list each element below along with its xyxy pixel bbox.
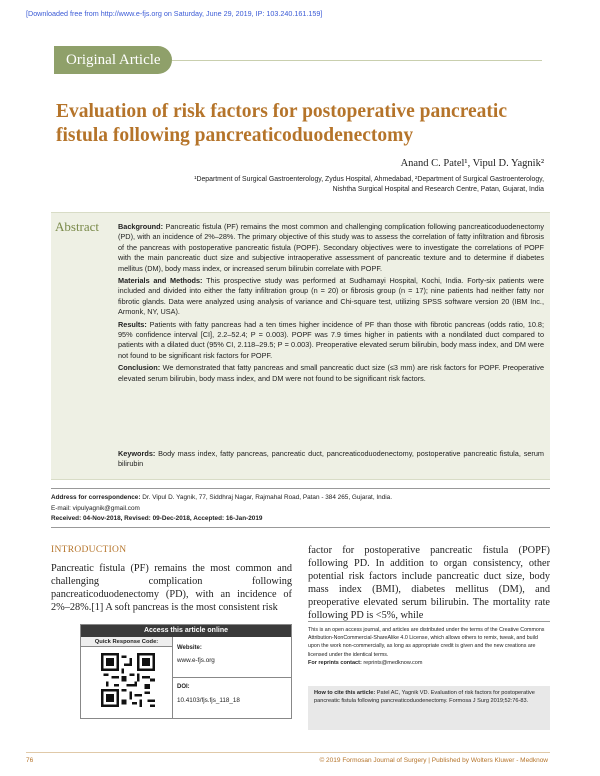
website-label: Website: [177,645,202,651]
abstract-methods: Materials and Methods: This prospective study was performed at Sudhamayi Hospital, Kochi, India. Forty-six patients were included and divided into either the fatty infiltration group (n = 20) or fibrosis group (n = 17); nine patients had neither fatty nor fibrotic glands. Data were analyzed using analysis of variance and Chi-square test, utilizing SPSS software version 20 (IBM Inc., Armonk, NY, USA). [118,276,544,317]
open-access-note: This is an open access journal, and articles are distributed under the terms of the Creative Commons Attribution-NonCommercial-ShareAlike 4.0 License, which allows others to remix, tweak, and build upon the work non-commercially, as long as appropriate credit is given and the new creations are licensed under the identical terms. [308,621,550,659]
qr-code-icon[interactable] [101,653,155,707]
qr-cell [81,647,173,718]
correspondence-bottom-rule [51,527,550,528]
correspondence-email: E-mail: vipulyagnik@gmail.com [51,504,140,512]
reprints-contact: For reprints contact: reprints@medknow.com [308,660,423,666]
correspondence-top-rule [51,488,550,489]
download-banner[interactable]: [Downloaded free from http://www.e-fjs.org on Saturday, June 29, 2019, IP: 103.240.161.159] [26,9,323,18]
access-heading: Access this article online [81,625,291,637]
header-divider [172,60,542,61]
abstract-conclusion: Conclusion: We demonstrated that fatty pancreas and small pancreatic duct size (≤3 mm) are risk factors for POPF. Preoperative elevated serum bilirubin, body mass index, and DM were not found to be significant risk factors. [118,363,544,383]
reprints-email[interactable]: reprints@medknow.com [363,660,423,666]
footer-copyright: © 2019 Formosan Journal of Surgery | Published by Wolters Kluwer - Medknow [319,757,548,764]
article-title: Evaluation of risk factors for postoperative pancreatic fistula following pancreaticoduodenectomy [56,101,507,146]
abstract-body [118,222,544,386]
doi-label: DOI: [177,684,190,690]
citation-box: How to cite this article: Patel AC, Yagnik VD. Evaluation of risk factors for postoperative pancreatic fistula following pancreaticoduodenectomy. Formosa J Surg 2019;52:76-83. [308,686,550,730]
article-dates: Received: 04-Nov-2018, Revised: 09-Dec-2018, Accepted: 16-Jan-2019 [51,515,263,522]
doi-link[interactable]: 10.4103/fjs.fjs_118_18 [177,697,240,704]
abstract-results: Results: Patients with fatty pancreas had a ten times higher incidence of PF than those with fibrotic pancreas (odds ratio, 10.8; 95% confidence interval [CI], 2.2–52.4; P = 0.003). POPF was 7.9 times higher in patients with a nondilated duct compared to patients with a dilated duct (95% CI, 2.118–29.5; P = 0.003). Preoperative elevated serum bilirubin, body mass index, and DM were not found to be significant risk factors for POPF. [118,319,544,360]
article-type-tag: Original Article [54,46,172,74]
introduction-left-column: Pancreatic fistula (PF) remains the most common and challenging complication following pancreaticoduodenectomy (PD), with an incidence of 2%–28%.[1] A soft pancreas is the most consistent risk [51,563,292,613]
qr-label: Quick Response Code: [81,637,173,647]
affiliation-line-2: Nishtha Surgical Hospital and Research Centre, Patan, Gujarat, India [332,185,544,193]
introduction-right-column: factor for postoperative pancreatic fistula (POPF) following PD. In addition to organ consistency, other potential risk factors include pancreatic duct size, body mass index (BMI), diabetes mellitus (DM), and preoperative elevated serum bilirubin. The mortality rate following PD is <5%, while [308,545,550,621]
access-box [80,624,292,719]
website-link[interactable]: www.e-fjs.org [177,657,215,664]
access-divider [173,677,291,678]
abstract-background: Background: Pancreatic fistula (PF) remains the most common and challenging complication following pancreaticoduodenectomy (PD), with an incidence of 2%–28%. The primary objective of this study was to assess the correlation of fatty infiltration and fibrosis of the pancreas with postoperative pancreatic fistula (POPF). Secondary objectives were to investigate the correlations of POPF with the main pancreatic duct size and subjective intraoperative assessment of pancreatic texture and to determine if diabetes mellitus (DM), body mass index, or increased serum bilirubin correlate with POPF. [118,222,544,273]
correspondence: Address for correspondence: Dr. Vipul D. Yagnik, 77, Siddhraj Nagar, Rajmahal Road, Patan - 384 265, Gujarat, India. E-mail: vipulyagnik@gmail.com Received: 04-Nov-2018, Revised: 09-Dec-2018, Accepted: 16-Jan-2019 [51,493,551,525]
authors: Anand C. Patel¹, Vipul D. Yagnik² [400,158,544,169]
page-number: 76 [26,757,34,764]
affiliations [74,175,544,194]
footer-rule [26,752,550,753]
abstract-label: Abstract [55,219,100,234]
affiliation-line-1: ¹Department of Surgical Gastroenterology, Zydus Hospital, Ahmedabad, ²Department of Surgical Gastroenterology, [194,176,544,183]
introduction-heading: INTRODUCTION [51,545,127,555]
keywords: Keywords: Body mass index, fatty pancreas, pancreatic duct, pancreaticoduodenectomy, postoperative pancreatic fistula, serum bilirubin [118,449,544,469]
